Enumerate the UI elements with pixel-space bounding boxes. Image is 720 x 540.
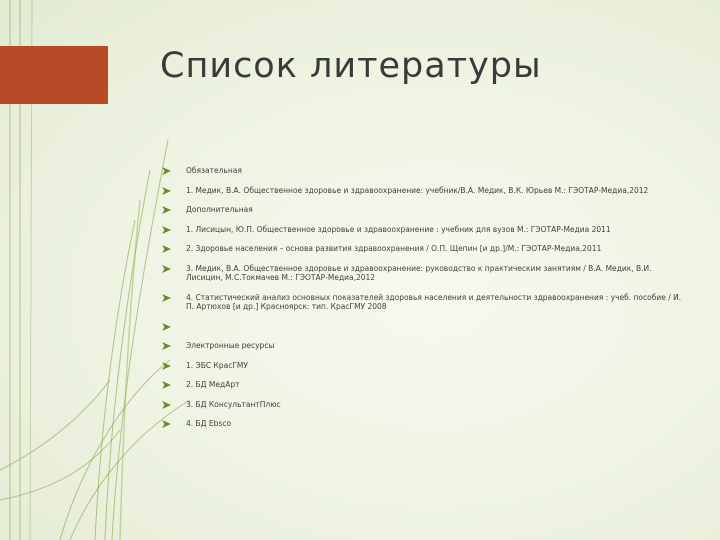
bullet-arrow-icon: [162, 167, 171, 175]
list-item-text: Дополнительная: [186, 205, 253, 214]
list-item: [162, 341, 682, 351]
list-item: [162, 264, 682, 283]
list-item-text: 1. Лисицын, Ю.П. Общественное здоровье и здравоохранение : учебник для вузов М.: ГЭОТАР-Медиа 2011: [186, 224, 611, 234]
bullet-arrow-icon: [162, 381, 171, 389]
bullet-arrow-icon: [162, 323, 171, 331]
list-item-text: 2. Здоровье населения – основа развития здравоохранения / О.П. Щепин [и др.]/М.: ГЭОТАР-Медиа,2011: [186, 244, 602, 253]
bullet-arrow-icon: [162, 245, 171, 253]
bullet-arrow-icon: [162, 294, 171, 302]
bullet-arrow-icon: [162, 420, 171, 428]
bullet-arrow-icon: [162, 342, 171, 350]
list-item-text: 2. БД МедАрт: [186, 380, 240, 389]
bullet-arrow-icon: [162, 265, 171, 273]
list-item-text: Обязательная: [186, 166, 242, 175]
list-item-text: 4. БД Ebsco: [186, 419, 232, 428]
list-item: [162, 166, 682, 176]
list-item: [162, 186, 682, 196]
list-item-text: 1. Медик, В.А. Общественное здоровье и здравоохранение: учебник/В.А. Медик, В.К. Юрьев М.: ГЭОТАР-Медиа,2012: [186, 185, 649, 195]
list-item-text: 4. Статистический анализ основных показателей здоровья населения и деятельности здравоохранения : учеб. пособие / И. П. Артюхов [и др.] Красноярск: тип. КрасГМУ 2008: [186, 292, 682, 311]
list-item: [162, 380, 682, 390]
list-item: [162, 293, 682, 312]
list-item: [162, 225, 682, 235]
page-title: Список литературы: [160, 46, 542, 86]
list-item: [162, 400, 682, 410]
bibliography-list: [162, 166, 682, 439]
list-item: [162, 361, 682, 371]
list-item: [162, 419, 682, 429]
list-item: [162, 244, 682, 254]
list-item-text: 3. БД КонсультантПлюс: [186, 399, 281, 409]
list-item: [162, 322, 682, 332]
list-item-text: 3. Медик, В.А. Общественное здоровье и здравоохранение: руководство к практическим занятиям / В.А. Медик, В.И. Лисицин, М.С.Токмачев М.: ГЭОТАР-Медиа,2012: [186, 263, 652, 282]
title-accent-ribbon: [0, 46, 108, 104]
bullet-arrow-icon: [162, 187, 171, 195]
list-item-text: Электронные ресурсы: [186, 341, 275, 350]
bullet-arrow-icon: [162, 226, 171, 234]
list-item: [162, 205, 682, 215]
bullet-arrow-icon: [162, 362, 171, 370]
list-item-text: 1. ЭБС КрасГМУ: [186, 360, 248, 370]
bullet-arrow-icon: [162, 206, 171, 214]
bullet-arrow-icon: [162, 401, 171, 409]
